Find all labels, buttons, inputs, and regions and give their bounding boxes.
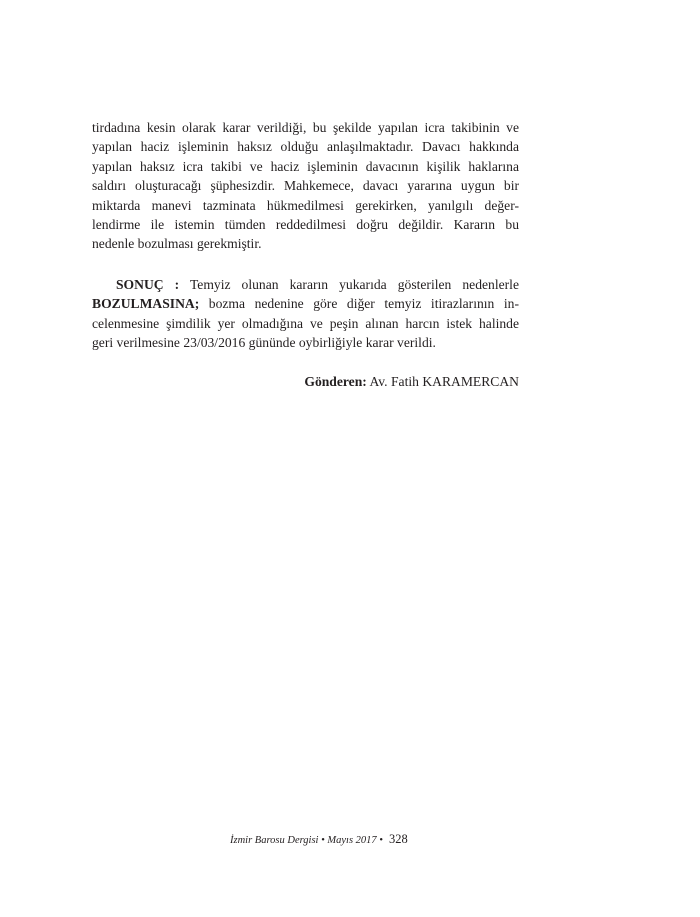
- sender-name: Av. Fatih KARAMERCAN: [366, 374, 519, 389]
- body-line: miktarda manevi tazminata hükmedilmesi gerekirken, yanılgılı değer-: [92, 197, 519, 213]
- paragraph-reasoning: [92, 118, 519, 254]
- conclusion-text: Temyiz olunan kararın yukarıda gösterilen nedenlerle: [179, 277, 519, 292]
- body-line: saldırı oluşturacağı şüphesizdir. Mahkemece, davacı yararına uygun bir: [92, 178, 519, 194]
- conclusion-line-3: celenmesine şimdilik yer olmadığına ve peşin alınan harcın istek halinde: [92, 315, 519, 331]
- body-line: lendirme ile istemin tümden reddedilmesi doğru değildir. Kararın bu: [92, 217, 519, 233]
- paragraph-conclusion: [92, 275, 519, 353]
- conclusion-text: bozma nedenine göre diğer temyiz itirazlarının in-: [199, 296, 519, 312]
- conclusion-line-1: [92, 275, 519, 294]
- page-footer: [230, 832, 408, 848]
- body-line: nedenle bozulması gerekmiştir.: [92, 236, 262, 252]
- body-line: yapılan haciz işleminin haksız olduğu anlaşılmaktadır. Davacı hakkında: [92, 139, 519, 155]
- body-line: tirdadına kesin olarak karar verildiği, bu şekilde yapılan icra takibinin ve: [92, 120, 519, 135]
- sender-label: Gönderen:: [304, 374, 367, 389]
- conclusion-line-4: geri verilmesine 23/03/2016 gününde oybirliğiyle karar verildi.: [92, 335, 436, 351]
- page-number: 328: [389, 832, 408, 846]
- journal-name: İzmir Barosu Dergisi • Mayıs 2017 •: [230, 835, 383, 846]
- sender-signature: [304, 372, 519, 391]
- decision-word: BOZULMASINA;: [92, 296, 200, 312]
- body-line: yapılan haksız icra takibi ve haciz işleminin davacının kişilik haklarına: [92, 158, 519, 174]
- conclusion-heading: SONUÇ :: [116, 277, 180, 292]
- conclusion-line-2: [92, 294, 519, 313]
